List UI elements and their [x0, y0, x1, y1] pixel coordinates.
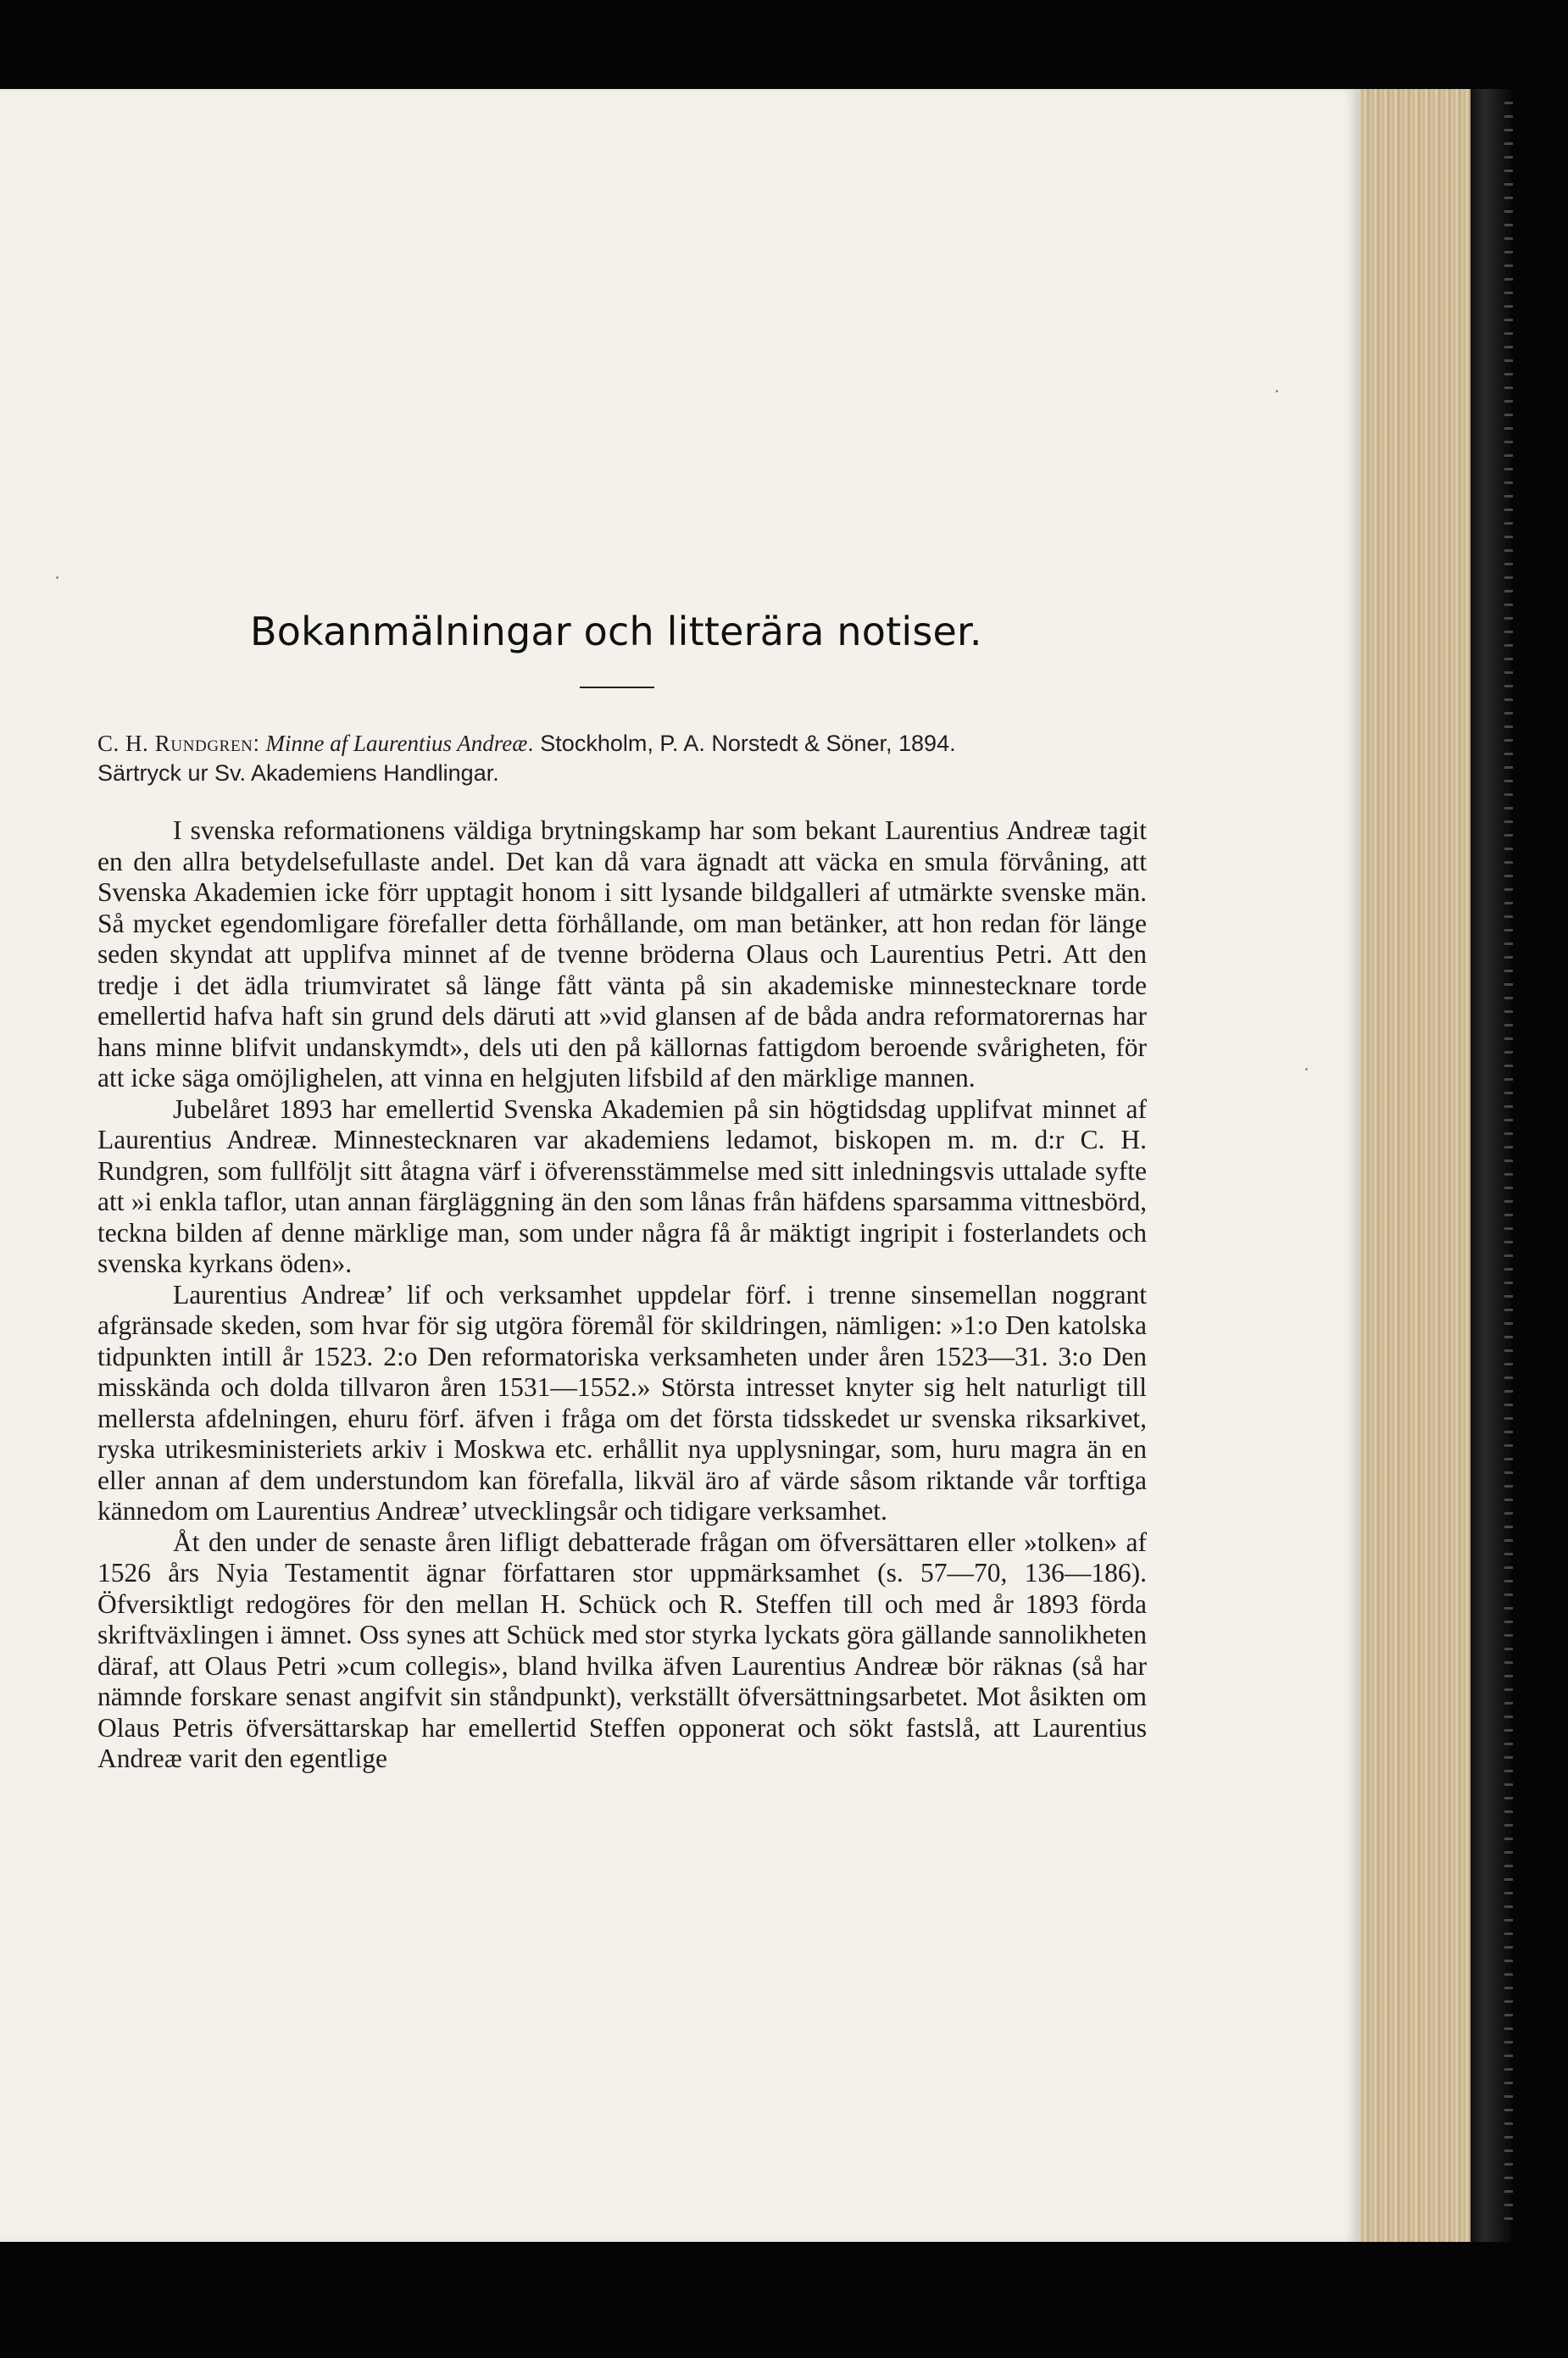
author-initials: C. H. — [97, 731, 149, 756]
review-body — [97, 815, 1147, 1775]
paper-speck — [1305, 1068, 1308, 1071]
book-page-edges — [1360, 89, 1471, 2242]
heading-rule — [580, 687, 654, 688]
paper-speck — [56, 576, 58, 579]
review-paragraph-3: Laurentius Andreæ’ lif och verksamhet uppdelar förf. i trenne sinsemellan noggrant afgränsade skeden, som hvar för sig utgöra föremål för skildringen, nämligen: »1:o Den katolska tidpunkten intill år 1523. 2:o Den reformatoriska verksamheten under åren 1523—31. 3:o Den misskända och dolda tillvaron åren 1531—1552.» Största intresset knyter sig helt naturligt till mellersta afdelningen, ehuru förf. äfven i fråga om det första tidsskedet ur svenska riksarkivet, ryska utrikesministeriets arkiv i Moskwa etc. erhållit nya upplysningar, som, huru magra än en eller annan af dem understundom kan förefalla, likväl äro af värde såsom riktande vår torftiga kännedom om Laurentius Andreæ’ utvecklingsår och tidigare verksamhet. — [97, 1279, 1147, 1526]
citation-colon: : — [253, 731, 259, 756]
review-paragraph-1: I svenska reformationens väldiga brytningskamp har som bekant Laurentius Andreæ tagit en den allra betydelsefullaste andel. Det kan då vara ägnadt att väcka en smula förvåning, att Svenska Akademien icke förr upptagit honom i sitt lysande bildgalleri af utmärkte svenske män. Så mycket egendomligare förefaller detta förhållande, om man betänker, att hon redan för länge seden skyndat att upplifva minnet af de tvenne bröderna Olaus och Laurentius Petri. Att den tredje i det ädla triumviratet så länge fått vänta på sin akademiske minnestecknare torde emellertid hafva haft sin grund dels däruti att »vid glansen af de båda andra reformatorernas har hans minne blifvit undanskymdt», dels uti den på källornas fattigdom beroende svårigheten, för att icke säga omöjlighelen, att vinna en helgjuten lifsbild af den märklige mannen. — [97, 815, 1147, 1093]
offprint-note: Särtryck ur Sv. Akademiens Handlingar. — [97, 760, 499, 786]
publication-details: Stockholm, P. A. Norstedt & Söner, 1894. — [540, 731, 956, 756]
book-citation — [97, 729, 1148, 788]
review-paragraph-4: Åt den under de senaste åren lifligt debatterade frågan om öfversättaren eller »tolken» af 1526 års Nyia Testamentit ägnar författaren stor uppmärksamhet (s. 57—70, 136—186). Öfversiktligt redogöres för den mellan H. Schück och R. Steffen till och med år 1893 förda skriftväxlingen i ämnet. Oss synes att Schück med stor styrka lyckats göra gällande sannolikheten däraf, att Olaus Petri »cum collegis», bland hvilka äfven Laurentius Andreæ bör räknas (så har nämnde forskare senast angifvit sin ståndpunkt), verkställt öfversättningsarbetet. Mot åsikten om Olaus Petris öfversättarskap har emellertid Steffen opponerat och sökt fastslå, att Laurentius Andreæ varit den egentlige — [97, 1527, 1147, 1773]
section-heading: Bokanmälningar och litterära notiser. — [250, 609, 982, 654]
paper-speck — [1276, 390, 1278, 392]
title-period: . — [527, 731, 534, 756]
review-paragraph-2: Jubelåret 1893 har emellertid Svenska Akademien på sin högtidsdag upplifvat minnet af Laurentius Andreæ. Minnestecknaren var akademiens ledamot, biskopen m. m. d:r C. H. Rundgren, som fullföljt sitt åtagna värf i öfverensstämmelse med sitt inledningsvis uttalade syfte att »i enkla taflor, utan annan färgläggning än den som lånas från häfdens sparsamma vittnesbörd, teckna bilden af denne märklige man, som under några få år mäktigt ingripit i fosterlandets och svenska kyrkans öden». — [97, 1093, 1147, 1278]
spine-stitching — [1504, 102, 1513, 2221]
book-title: Minne af Laurentius Andreæ — [265, 731, 528, 756]
author-surname: Rundgren — [154, 731, 253, 756]
citation-line — [97, 729, 1148, 759]
